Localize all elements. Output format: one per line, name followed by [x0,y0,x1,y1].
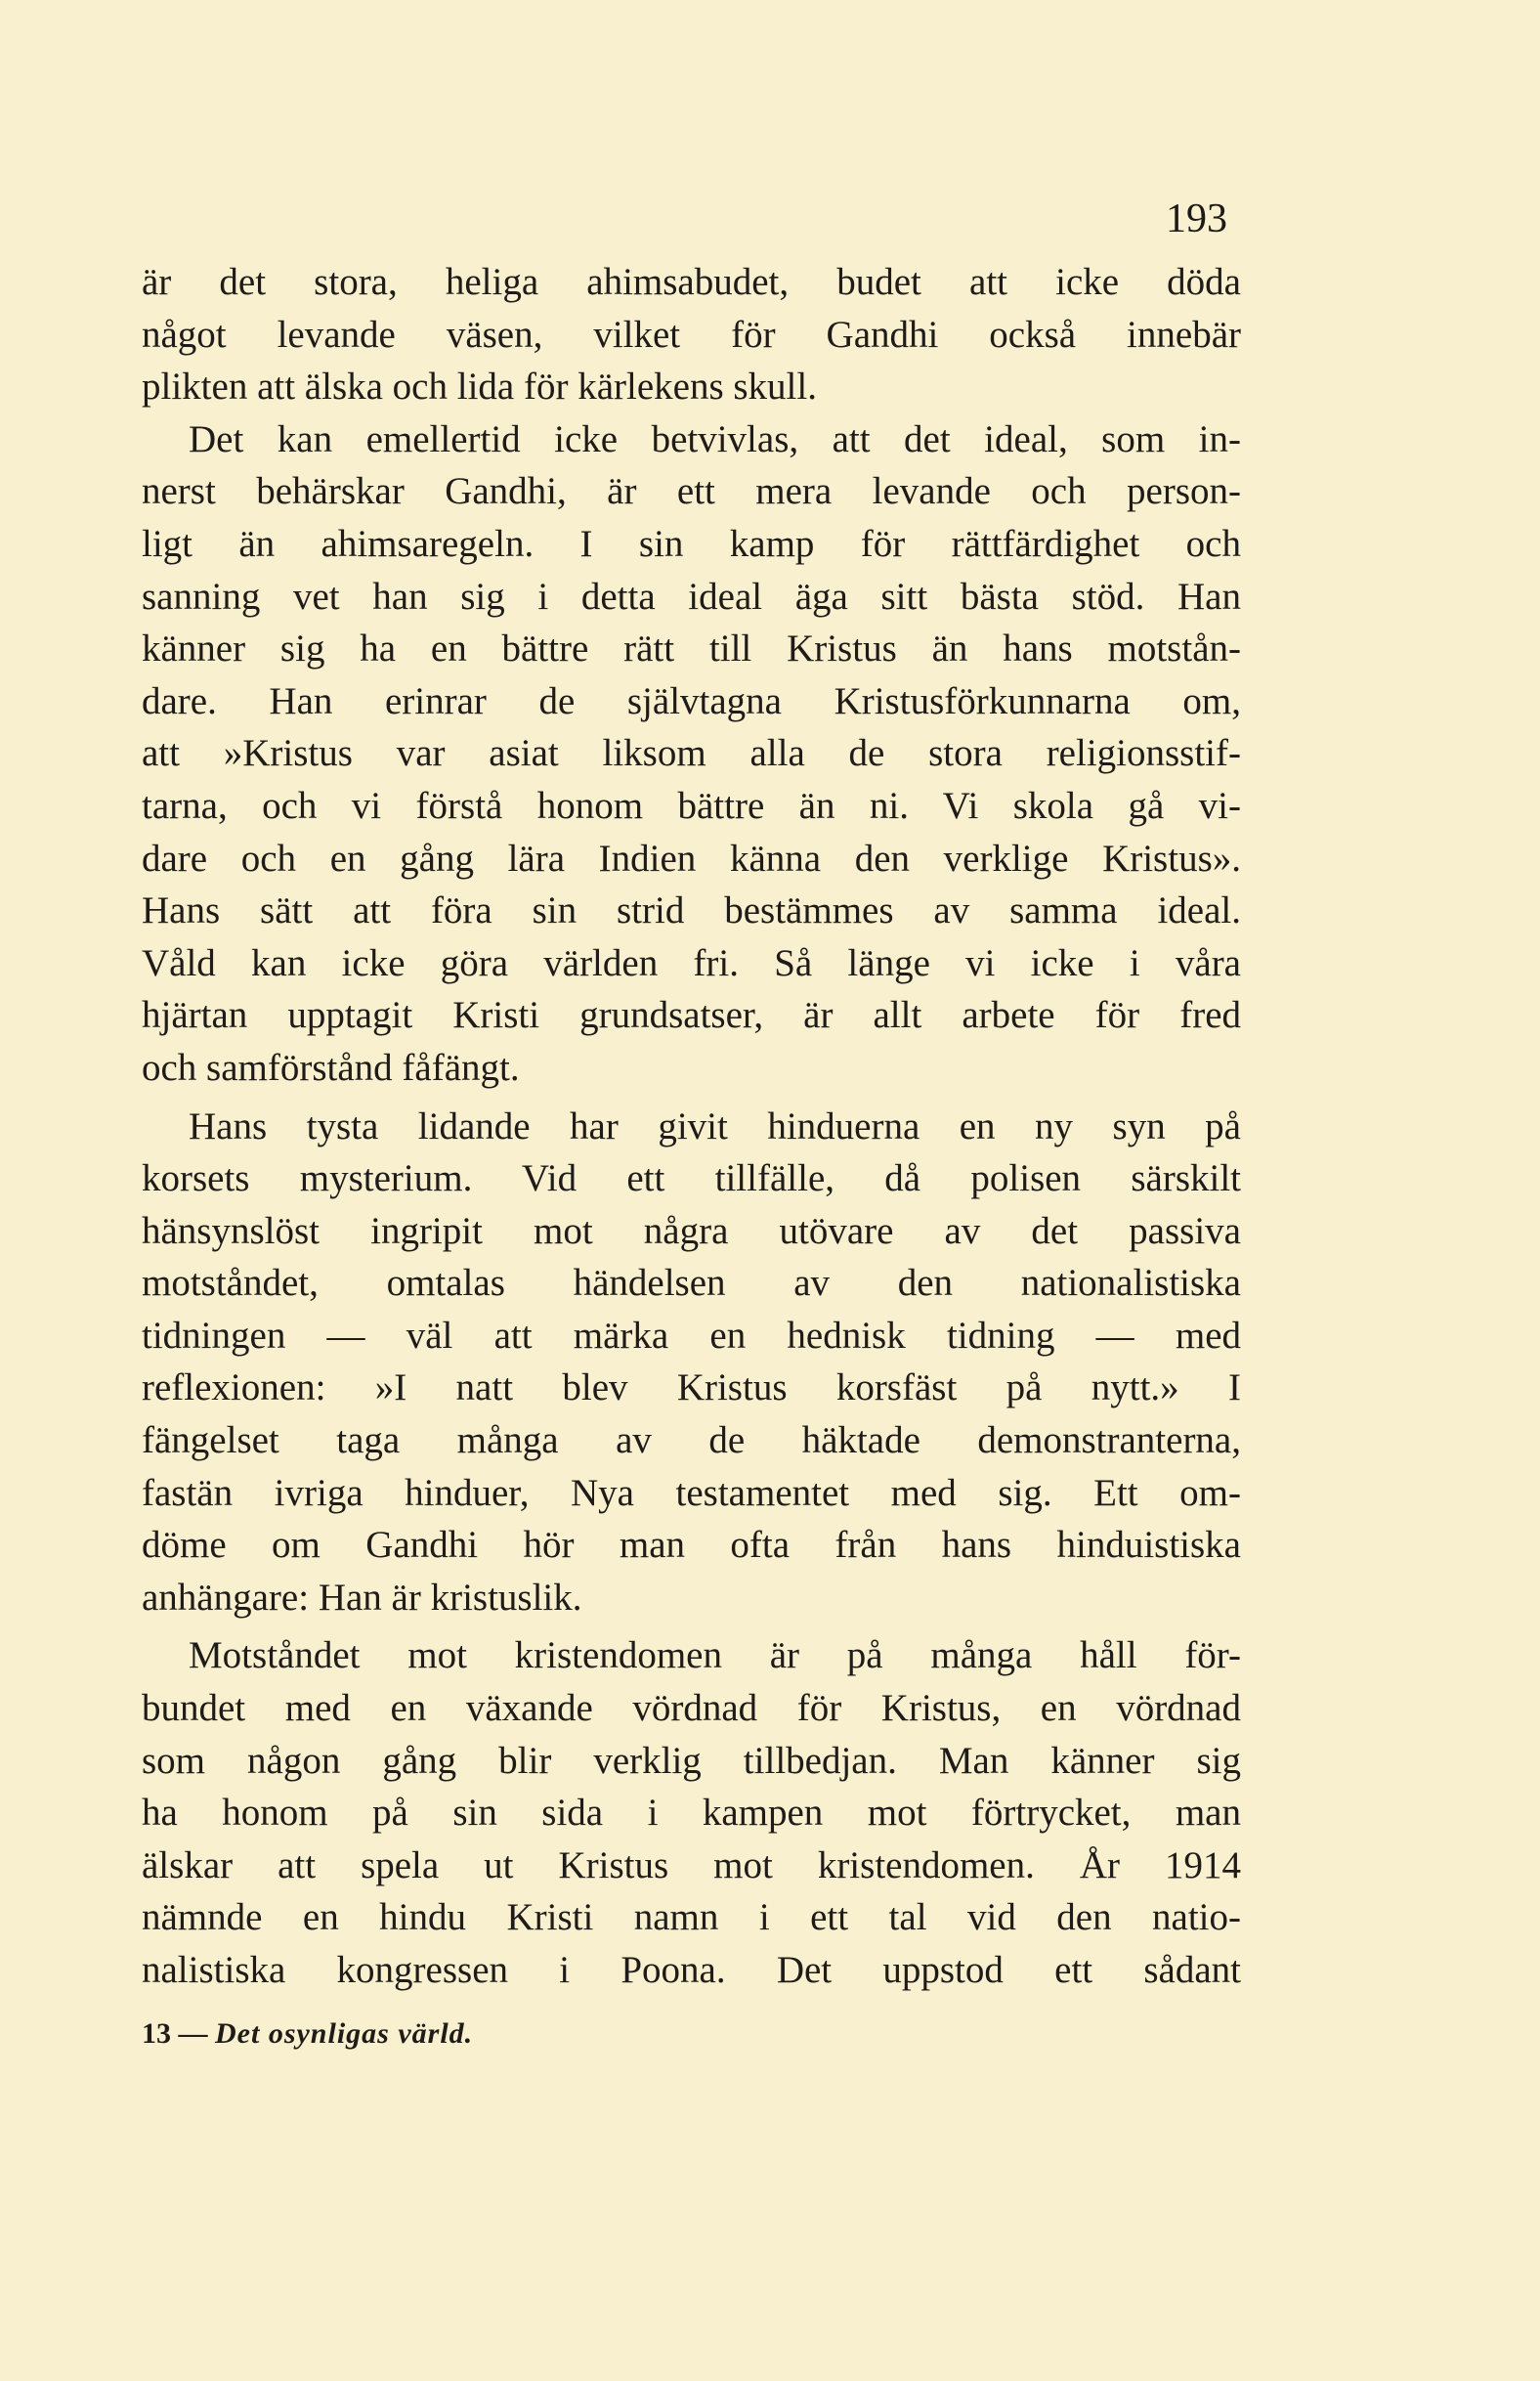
text-line: fastän ivriga hinduer, Nya testamentet med sig. Ett om- [142,1471,1241,1514]
text-line: känner sig ha en bättre rätt till Kristus än hans motstån- [142,628,1241,671]
footer-signature [142,2017,473,2051]
text-line: ha honom på sin sida i kampen mot förtrycket, man [142,1792,1241,1835]
text-line: nämnde en hindu Kristi namn i ett tal vid den natio- [142,1896,1241,1939]
text-line: som någon gång blir verklig tillbedjan. Man känner sig [142,1739,1241,1782]
text-line: bundet med en växande vördnad för Kristus, en vördnad [142,1687,1241,1730]
text-line: sanning vet han sig i detta ideal äga sitt bästa stöd. Han [142,575,1241,618]
text-line: tarna, och vi förstå honom bättre än ni. Vi skola gå vi- [142,784,1241,827]
text-line: hjärtan upptagit Kristi grundsatser, är allt arbete för fred [142,994,1241,1037]
paragraph-first-line: Det kan emellertid icke betvivlas, att det ideal, som in- [189,417,1241,460]
body-text [142,256,1241,1997]
text-line: Hans sätt att föra sin strid bestämmes av samma ideal. [142,889,1241,932]
text-line: tidningen — väl att märka en hednisk tidning — med [142,1314,1241,1357]
text-line: ligt än ahimsaregeln. I sin kamp för rättfärdighet och [142,522,1241,565]
text-line: dare. Han erinrar de självtagna Kristusförkunnarna om, [142,679,1241,722]
text-line: reflexionen: »I natt blev Kristus korsfäst på nytt.» I [142,1366,1241,1409]
text-line: nalistiska kongressen i Poona. Det uppstod ett sådant [142,1949,1241,1991]
text-line: döme om Gandhi hör man ofta från hans hinduistiska [142,1524,1241,1567]
text-line: dare och en gång lära Indien känna den verklige Kristus». [142,837,1241,880]
text-line: hänsynslöst ingripit mot några utövare av det passiva [142,1209,1241,1252]
page-number: 193 [1166,196,1227,241]
text-line: korsets mysterium. Vid ett tillfälle, då polisen särskilt [142,1157,1241,1200]
paragraph-first-line: Hans tysta lidande har givit hinduerna en ny syn på [189,1104,1241,1147]
text-line: motståndet, omtalas händelsen av den nationalistiska [142,1262,1241,1305]
text-line: Våld kan icke göra världen fri. Så länge vi icke i våra [142,941,1241,984]
text-line: är det stora, heliga ahimsabudet, budet att icke döda [142,261,1241,303]
text-line: fängelset taga många av de häktade demonstranterna, [142,1419,1241,1462]
text-line: nerst behärskar Gandhi, är ett mera levande och person- [142,470,1241,513]
text-line: älskar att spela ut Kristus mot kristendomen. År 1914 [142,1843,1241,1886]
signature-mark: 13 — [142,2017,208,2050]
text-line: anhängare: Han är kristuslik. [142,1576,582,1619]
text-line: och samförstånd fåfängt. [142,1046,520,1089]
book-title: Det osynligas värld. [215,2017,474,2050]
paragraph-first-line: Motståndet mot kristendomen är på många håll för- [189,1634,1241,1677]
text-line: något levande väsen, vilket för Gandhi också innebär [142,313,1241,356]
text-line: plikten att älska och lida för kärlekens skull. [142,366,817,409]
text-line: att »Kristus var asiat liksom alla de stora religionsstif- [142,732,1241,775]
